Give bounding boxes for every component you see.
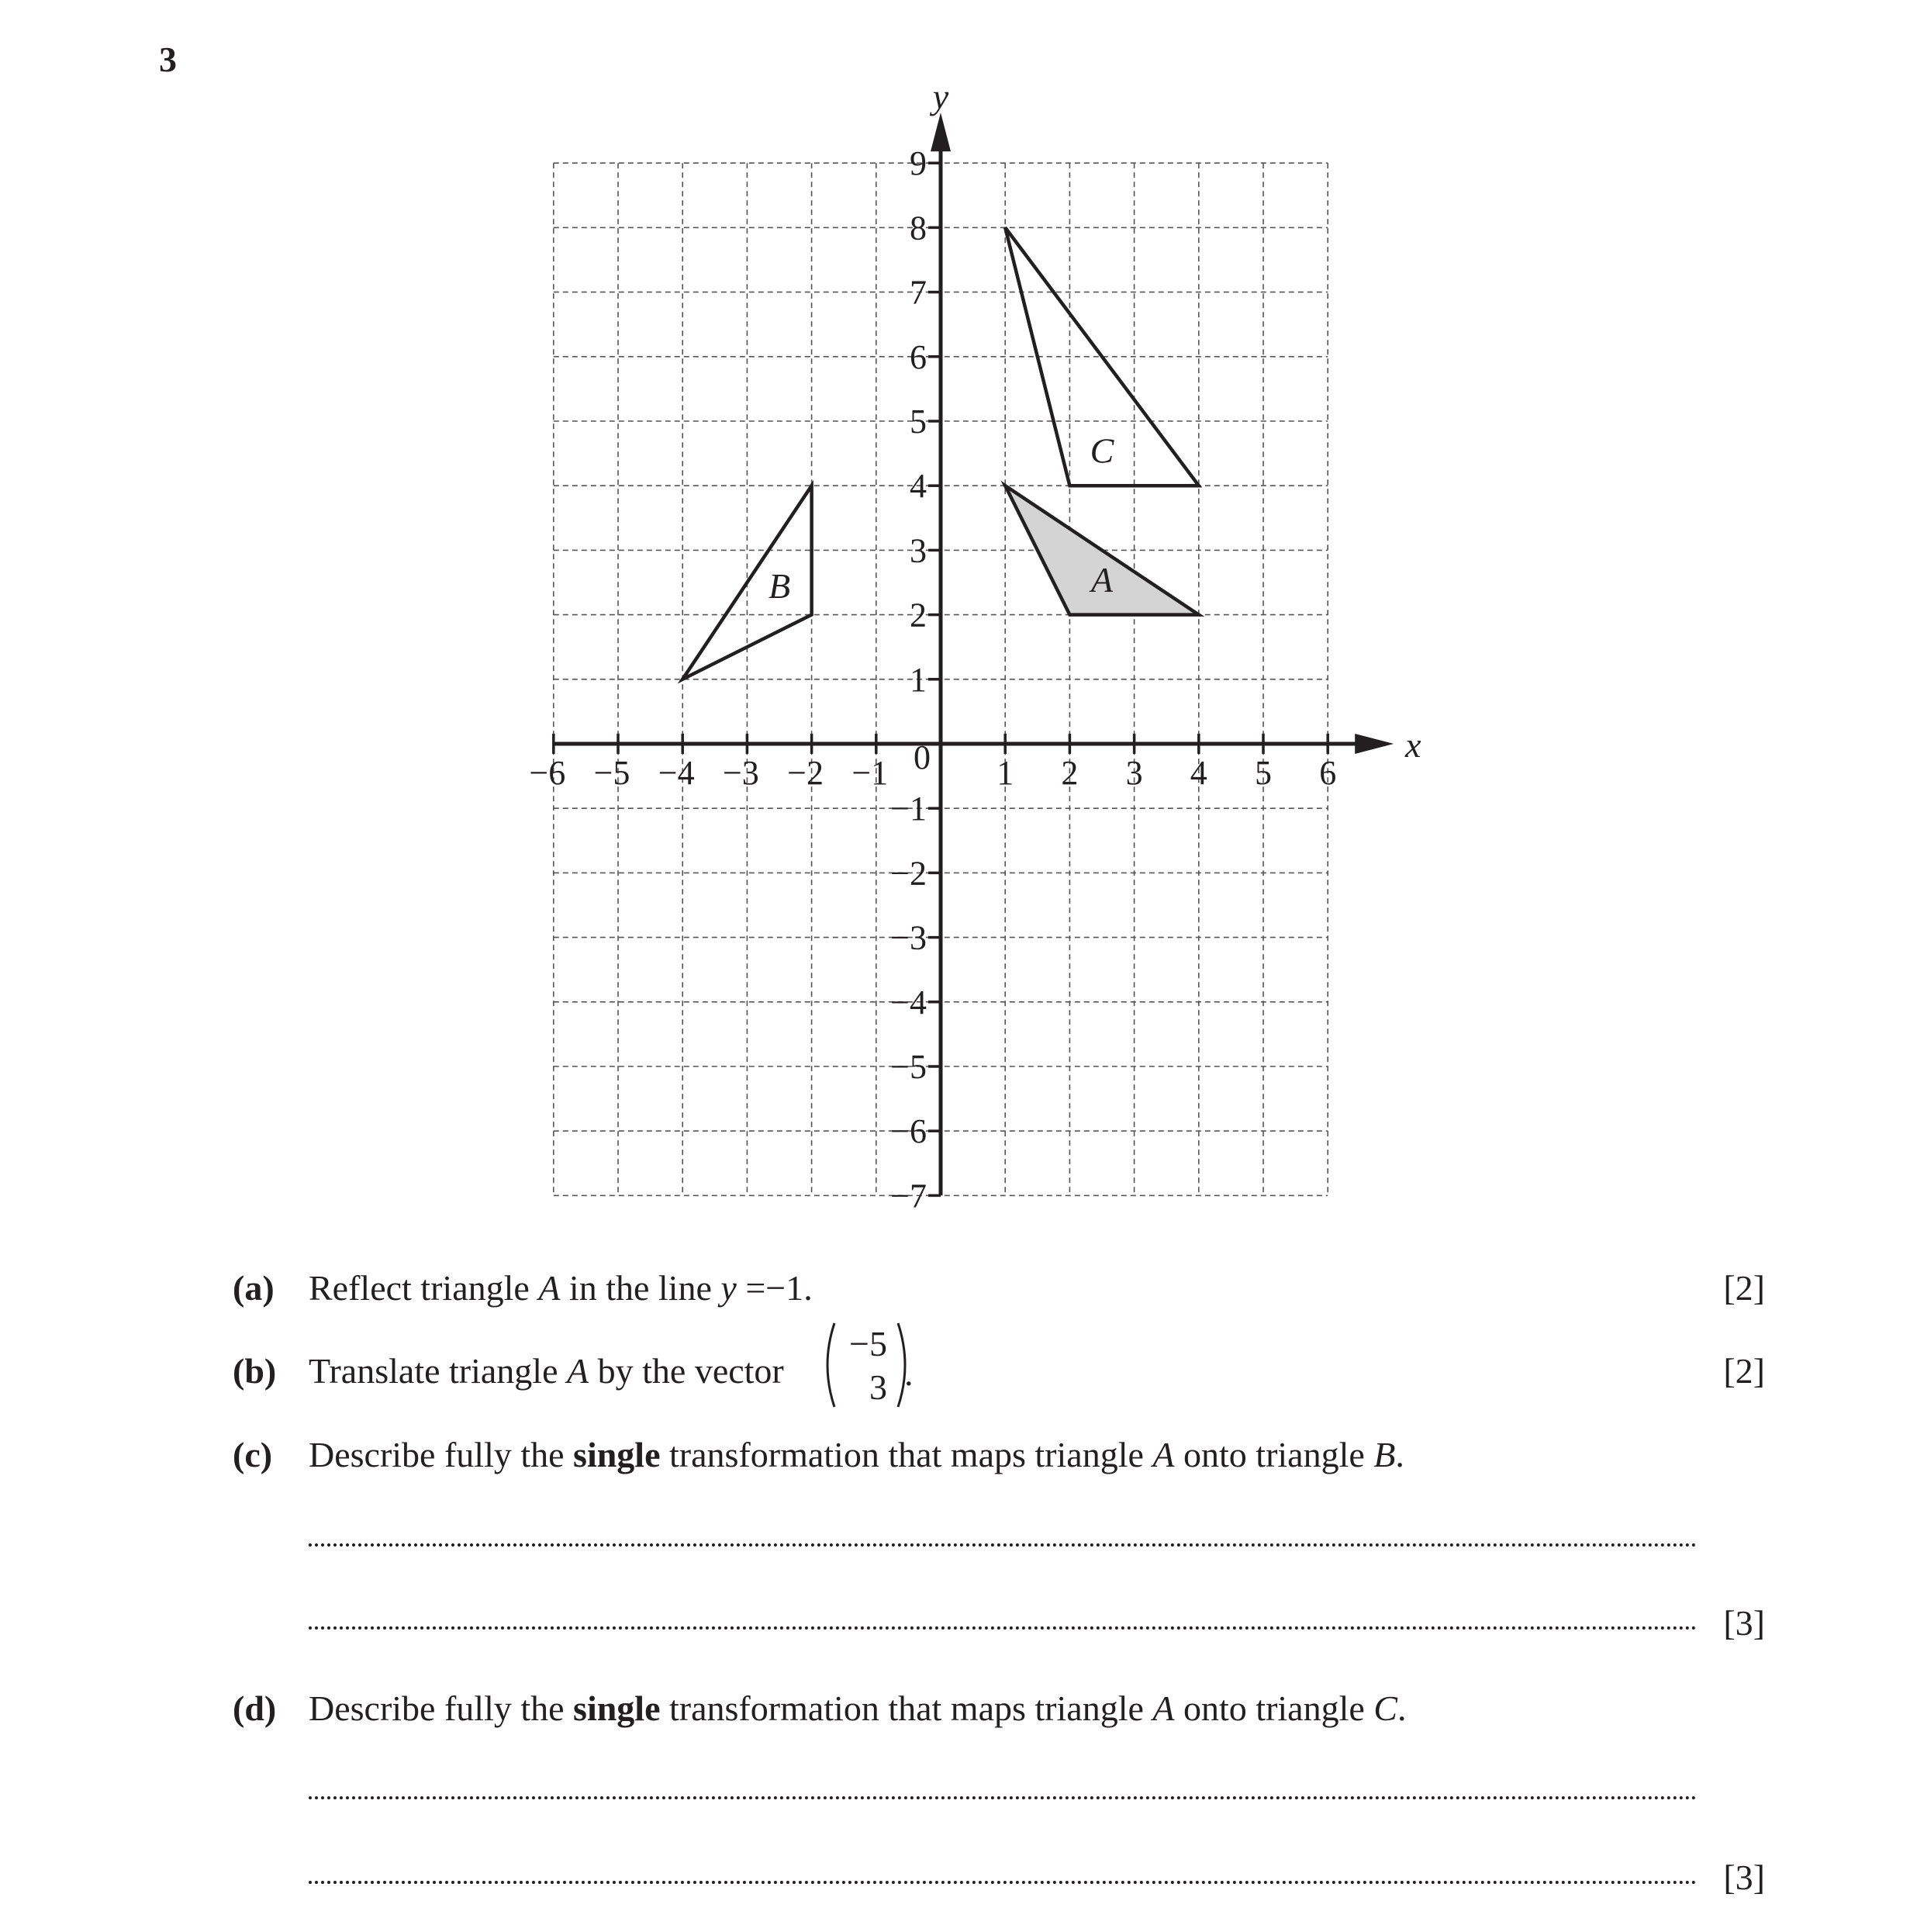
x-tick-label: −6 xyxy=(529,754,566,792)
part-c-label: (c) xyxy=(233,1435,273,1474)
y-tick-label: 1 xyxy=(910,660,927,699)
vector-bottom: 3 xyxy=(869,1367,887,1407)
x-tick-label: −5 xyxy=(593,754,630,792)
y-tick-label: 9 xyxy=(910,144,927,183)
axes xyxy=(554,77,1421,1195)
part-c-answer-line-2[interactable] xyxy=(309,1626,1697,1630)
part-b-label: (b) xyxy=(233,1351,277,1391)
x-axis-arrow xyxy=(1355,734,1394,754)
part-a-label: (a) xyxy=(233,1268,275,1308)
x-tick-label: −3 xyxy=(722,754,759,792)
part-b-marks: [2] xyxy=(1723,1351,1765,1391)
y-tick-label: −5 xyxy=(890,1048,927,1086)
y-tick-label: 6 xyxy=(910,337,927,376)
part-c-marks: [3] xyxy=(1723,1603,1765,1643)
origin-label: 0 xyxy=(914,738,931,776)
part-c-text: Describe fully the single transformation that maps triangle A onto triangle B. xyxy=(309,1435,1404,1474)
x-tick-label: 4 xyxy=(1190,754,1207,792)
part-c-answer-line-1[interactable] xyxy=(309,1543,1697,1547)
part-d-answer-line-1[interactable] xyxy=(309,1796,1697,1799)
y-tick-label: 5 xyxy=(910,403,927,441)
x-tick-label: −4 xyxy=(658,754,695,792)
part-d-marks: [3] xyxy=(1723,1858,1765,1897)
y-tick-label: 4 xyxy=(910,467,927,506)
y-axis-label: y xyxy=(932,77,949,117)
y-axis-arrow xyxy=(931,112,951,151)
triangle-label-a: A xyxy=(1090,559,1114,600)
part-b-text: Translate triangle A by the vector xyxy=(309,1351,784,1391)
part-a-marks: [2] xyxy=(1723,1268,1765,1308)
part-d-answer-line-2[interactable] xyxy=(309,1881,1697,1884)
part-a-text: Reflect triangle A in the line y =−1. xyxy=(309,1268,813,1308)
part-d-label: (d) xyxy=(233,1688,277,1728)
x-tick-label: 3 xyxy=(1125,754,1143,792)
x-tick-label: 5 xyxy=(1255,754,1272,792)
y-tick-label: −2 xyxy=(890,854,927,893)
y-tick-label: −6 xyxy=(890,1112,927,1151)
y-tick-label: −7 xyxy=(890,1177,927,1215)
y-tick-label: 3 xyxy=(910,531,927,570)
triangle-label-b: B xyxy=(768,566,791,607)
y-tick-label: 8 xyxy=(910,209,927,247)
question-number: 3 xyxy=(159,40,177,79)
y-tick-label: −1 xyxy=(890,790,927,828)
triangle-label-c: C xyxy=(1090,430,1114,471)
y-tick-label: 2 xyxy=(910,596,927,634)
translation-vector xyxy=(820,1320,914,1410)
part-b-end: . xyxy=(904,1353,914,1393)
part-d-text: Describe fully the single transformation that maps triangle A onto triangle C. xyxy=(309,1688,1407,1728)
x-tick-label: −1 xyxy=(851,754,889,792)
x-tick-label: −2 xyxy=(787,754,824,792)
y-tick-label: −4 xyxy=(890,983,927,1021)
y-tick-label: −3 xyxy=(890,918,927,957)
x-tick-label: 1 xyxy=(997,754,1014,792)
y-tick-label: 7 xyxy=(910,273,927,312)
vector-top: −5 xyxy=(849,1324,887,1363)
x-tick-label: 2 xyxy=(1061,754,1079,792)
x-tick-label: 6 xyxy=(1319,754,1337,792)
x-axis-label: x xyxy=(1404,725,1421,765)
